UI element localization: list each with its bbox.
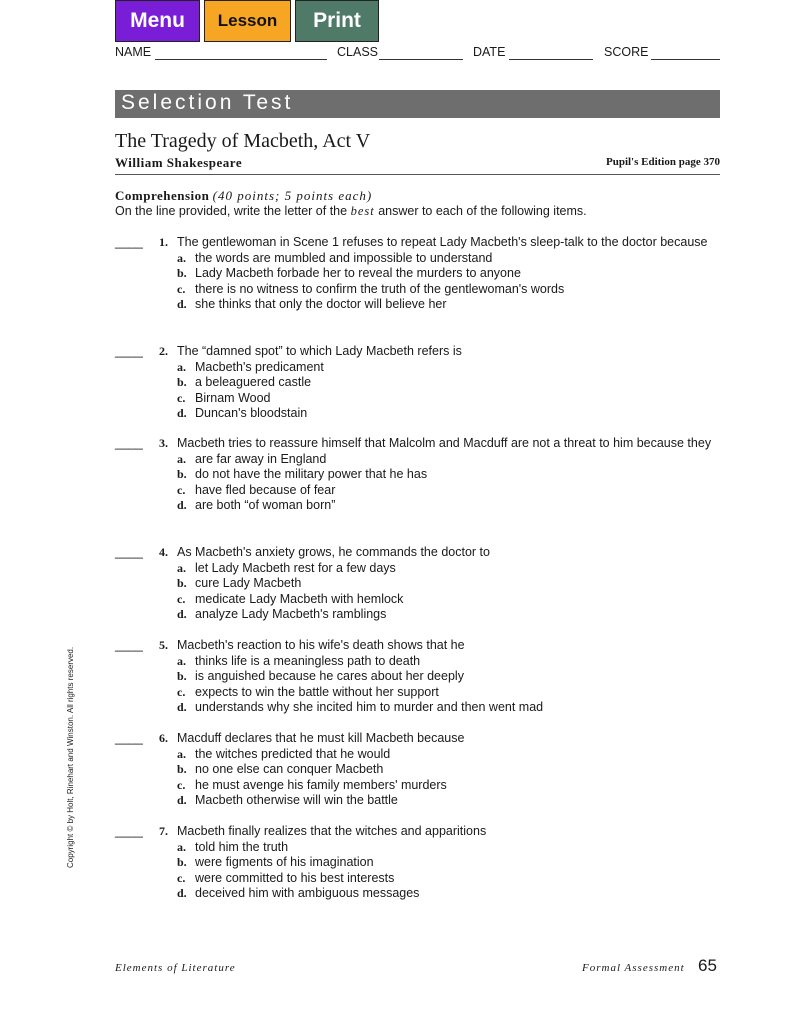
option-c [177,871,715,887]
page-number: 65 [698,956,717,975]
option-letter: d. [177,406,187,421]
lesson-button[interactable]: Lesson [204,0,291,42]
option-text: expects to win the battle without her support [195,684,439,699]
question-number: 7. [159,824,168,838]
option-c [177,592,715,608]
option-letter: b. [177,467,187,482]
class-line[interactable] [379,59,463,60]
option-b [177,375,715,391]
answer-blank[interactable]: ____ [115,638,143,652]
option-letter: b. [177,855,187,870]
option-text: were committed to his best interests [195,870,395,885]
option-text: he must avenge his family members' murders [195,777,447,792]
question-stem: Macbeth's reaction to his wife's death shows that he [177,638,465,652]
option-letter: a. [177,359,186,374]
instr-pre: On the line provided, write the letter of the [115,204,348,218]
instr-post: answer to each of the following items. [378,204,587,218]
option-c [177,391,715,407]
footer-book-title: Elements of Literature [115,962,236,974]
option-text: are both “of woman born” [195,498,336,513]
option-letter: d. [177,498,187,513]
option-c [177,282,715,298]
option-text: Duncan's bloodstain [195,406,308,421]
option-text: let Lady Macbeth rest for a few days [195,560,396,575]
option-a [177,840,715,856]
option-text: told him the truth [195,839,289,854]
option-letter: a. [177,250,186,265]
option-letter: b. [177,576,187,591]
question-number: 6. [159,731,168,745]
date-label: DATE [473,45,506,59]
option-letter: c. [177,482,186,497]
option-d [177,886,715,902]
option-a [177,452,715,468]
section-label: Comprehension [115,188,210,203]
name-label: NAME [115,45,152,59]
option-b [177,576,715,592]
option-letter: d. [177,886,187,901]
option-letter: d. [177,700,187,715]
option-d [177,406,715,422]
banner-text: Selection Test [121,91,294,114]
section-heading [115,188,372,204]
instructions [115,204,587,219]
option-b [177,467,715,483]
question-3 [115,436,715,514]
question-number: 1. [159,235,168,249]
answer-blank[interactable]: ____ [115,731,143,745]
option-text: medicate Lady Macbeth with hemlock [195,591,404,606]
instr-emphasis: best [350,204,375,218]
question-number: 5. [159,638,168,652]
option-letter: b. [177,266,187,281]
question-stem: Macbeth tries to reassure himself that Malcolm and Macduff are not a threat to him because they [177,436,712,450]
option-d [177,793,715,809]
author: William Shakespeare [115,155,243,170]
option-letter: d. [177,297,187,312]
option-letter: a. [177,560,186,575]
option-text: she thinks that only the doctor will believe her [195,297,447,312]
option-letter: a. [177,451,186,466]
question-4 [115,545,715,623]
question-number: 4. [159,545,168,559]
footer-section: Formal Assessment [582,962,685,974]
option-text: deceived him with ambiguous messages [195,886,420,901]
option-a [177,747,715,763]
answer-blank[interactable]: ____ [115,344,143,358]
question-stem: The gentlewoman in Scene 1 refuses to repeat Lady Macbeth's sleep-talk to the doctor because [177,235,708,249]
option-text: thinks life is a meaningless path to death [195,653,421,668]
option-a [177,654,715,670]
option-a [177,251,715,267]
question-5 [115,638,715,716]
option-letter: b. [177,762,187,777]
selection-test-banner [115,90,720,118]
question-stem: The “damned spot” to which Lady Macbeth refers is [177,344,462,358]
option-letter: d. [177,607,187,622]
option-text: are far away in England [195,451,327,466]
option-text: analyze Lady Macbeth's ramblings [195,607,387,622]
score-line[interactable] [651,59,720,60]
class-label: CLASS [337,45,378,59]
option-letter: c. [177,870,186,885]
top-nav [115,0,379,42]
option-d [177,700,715,716]
option-letter: a. [177,839,186,854]
answer-blank[interactable]: ____ [115,824,143,838]
option-letter: c. [177,684,186,699]
question-stem: Macduff declares that he must kill Macbeth because [177,731,465,745]
option-text: Birnam Wood [195,390,271,405]
option-a [177,360,715,376]
option-c [177,778,715,794]
option-d [177,607,715,623]
option-d [177,297,715,313]
answer-blank[interactable]: ____ [115,235,143,249]
option-text: the witches predicted that he would [195,746,391,761]
option-text: have fled because of fear [195,482,336,497]
question-number: 2. [159,344,168,358]
option-text: the words are mumbled and impossible to understand [195,250,493,265]
option-text: cure Lady Macbeth [195,576,302,591]
question-7 [115,824,715,902]
answer-blank[interactable]: ____ [115,436,143,450]
question-2 [115,344,715,422]
option-a [177,561,715,577]
option-b [177,855,715,871]
score-label: SCORE [604,45,649,59]
option-text: do not have the military power that he has [195,467,428,482]
pupil-edition-ref: Pupil's Edition page 370 [605,156,720,168]
option-text: Macbeth otherwise will win the battle [195,793,398,808]
question-1 [115,235,715,313]
option-b [177,762,715,778]
option-letter: c. [177,390,186,405]
option-text: is anguished because he cares about her deeply [195,669,464,684]
option-text: Lady Macbeth forbade her to reveal the murders to anyone [195,266,521,281]
option-letter: a. [177,746,186,761]
option-letter: c. [177,281,186,296]
name-line[interactable] [155,59,327,60]
page-title: The Tragedy of Macbeth, Act V [115,130,371,152]
option-c [177,685,715,701]
option-text: a beleaguered castle [195,375,312,390]
option-letter: c. [177,591,186,606]
option-text: Macbeth's predicament [195,359,324,374]
option-d [177,498,715,514]
option-text: there is no witness to confirm the truth of the gentlewoman's words [195,281,565,296]
option-text: were figments of his imagination [195,855,374,870]
option-letter: a. [177,653,186,668]
question-stem: Macbeth finally realizes that the witches and apparitions [177,824,487,838]
date-line[interactable] [509,59,593,60]
option-text: understands why she incited him to murder and then went mad [195,700,544,715]
print-button[interactable]: Print [295,0,379,42]
option-letter: b. [177,375,187,390]
option-c [177,483,715,499]
option-b [177,266,715,282]
question-6 [115,731,715,809]
answer-blank[interactable]: ____ [115,545,143,559]
question-number: 3. [159,436,168,450]
title-divider [115,174,720,175]
option-letter: b. [177,669,187,684]
option-letter: d. [177,793,187,808]
option-b [177,669,715,685]
option-text: no one else can conquer Macbeth [195,762,384,777]
question-stem: As Macbeth's anxiety grows, he commands the doctor to [177,545,490,559]
section-points: (40 points; 5 points each) [212,188,373,203]
copyright-notice: Copyright © by Holt, Rinehart and Winston. All rights reserved. [66,646,75,868]
option-letter: c. [177,777,186,792]
menu-button[interactable]: Menu [115,0,200,42]
